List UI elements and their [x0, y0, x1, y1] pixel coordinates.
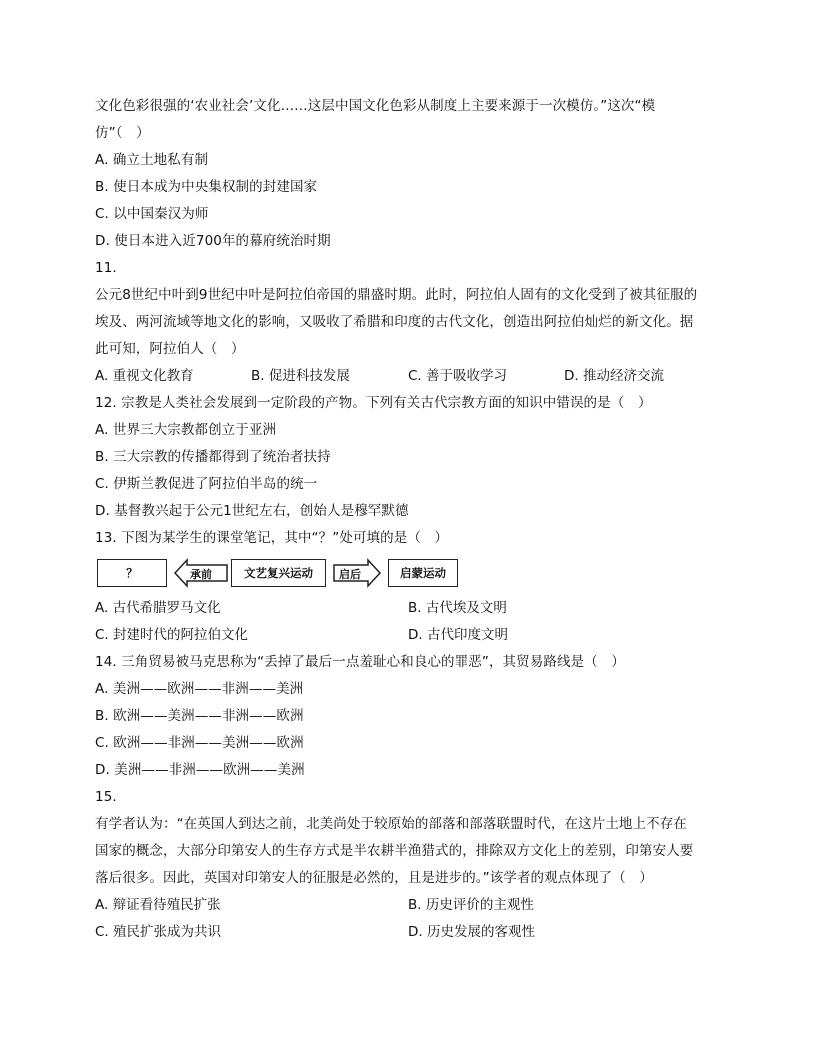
q12-option-c: C. 伊斯兰教促进了阿拉伯半岛的统一: [95, 476, 318, 492]
q14-stem: 14. 三角贸易被马克思称为“丢掉了最后一点羞耻心和良心的罪恶”，其贸易路线是（ ）: [95, 654, 625, 670]
diagram-box-renaissance: 文艺复兴运动: [231, 559, 326, 587]
q10-option-c: C. 以中国秦汉为师: [95, 206, 209, 222]
q10-option-b: B. 使日本成为中央集权制的封建国家: [95, 179, 318, 195]
q11-stem-line-2: 埃及、两河流域等地文化的影响，又吸收了希腊和印度的古代文化，创造出阿拉伯灿烂的新文化。据: [95, 314, 694, 330]
q12-stem: 12. 宗教是人类社会发展到一定阶段的产物。下列有关古代宗教方面的知识中错误的是（ ）: [95, 395, 652, 411]
q12-option-a: A. 世界三大宗教都创立于亚洲: [95, 422, 277, 438]
q12-option-d: D. 基督教兴起于公元1世纪左右，创始人是穆罕默德: [95, 503, 409, 519]
q10-stem-line-2: 仿”（ ）: [95, 125, 150, 141]
q11-stem-line-3: 此可知，阿拉伯人（ ）: [95, 341, 245, 357]
diagram-arrow-label-chengqian: 承前: [190, 568, 212, 581]
q15-stem-line-2: 国家的概念，大部分印第安人的生存方式是半农耕半渔猎式的，排除双方文化上的差别，印第安人要: [95, 843, 694, 859]
q14-option-b: B. 欧洲——美洲——非洲——欧洲: [95, 708, 304, 724]
q11-option-d: D. 推动经济交流: [564, 368, 664, 384]
q11-option-a: A. 重视文化教育: [95, 368, 194, 384]
q14-option-d: D. 美洲——非洲——欧洲——美洲: [95, 762, 305, 778]
q15-option-d: D. 历史发展的客观性: [408, 924, 535, 940]
q11-option-c: C. 善于吸收学习: [408, 368, 508, 384]
q10-option-a: A. 确立土地私有制: [95, 152, 209, 168]
q13-option-d: D. 古代印度文明: [408, 627, 508, 643]
q10-option-d: D. 使日本进入近700年的幕府统治时期: [95, 233, 331, 249]
q12-option-b: B. 三大宗教的传播都得到了统治者扶持: [95, 449, 331, 465]
q11-number: 11.: [95, 260, 117, 276]
q15-option-c: C. 殖民扩张成为共识: [95, 924, 222, 940]
diagram-arrow-label-qihou: 启后: [339, 568, 361, 581]
diagram-box-unknown: ？: [97, 559, 167, 587]
diagram-box-enlightenment: 启蒙运动: [388, 559, 458, 587]
q11-option-b: B. 促进科技发展: [251, 368, 350, 384]
q10-stem-line-1: 文化色彩很强的‘农业社会’文化……这层中国文化色彩从制度上主要来源于一次模仿。”这次“模: [95, 98, 656, 114]
q13-option-a: A. 古代希腊罗马文化: [95, 600, 221, 616]
q15-option-a: A. 辩证看待殖民扩张: [95, 897, 221, 913]
q11-stem-line-1: 公元8世纪中叶到9世纪中叶是阿拉伯帝国的鼎盛时期。此时，阿拉伯人固有的文化受到了被其征服的: [95, 287, 698, 303]
q14-option-a: A. 美洲——欧洲——非洲——美洲: [95, 681, 304, 697]
q15-option-b: B. 历史评价的主观性: [408, 897, 534, 913]
q14-option-c: C. 欧洲——非洲——美洲——欧洲: [95, 735, 304, 751]
q15-stem-line-1: 有学者认为：“在英国人到达之前，北美尚处于较原始的部落和部落联盟时代，在这片土地上不存在: [95, 816, 687, 832]
q13-notes-diagram: [95, 557, 460, 591]
q15-stem-line-3: 落后很多。因此，英国对印第安人的征服是必然的，且是进步的。”该学者的观点体现了（ ）: [95, 870, 653, 886]
q13-option-c: C. 封建时代的阿拉伯文化: [95, 627, 249, 643]
q15-number: 15.: [95, 789, 117, 805]
q13-stem: 13. 下图为某学生的课堂笔记，其中“？”处可填的是（ ）: [95, 530, 449, 546]
q13-option-b: B. 古代埃及文明: [408, 600, 507, 616]
